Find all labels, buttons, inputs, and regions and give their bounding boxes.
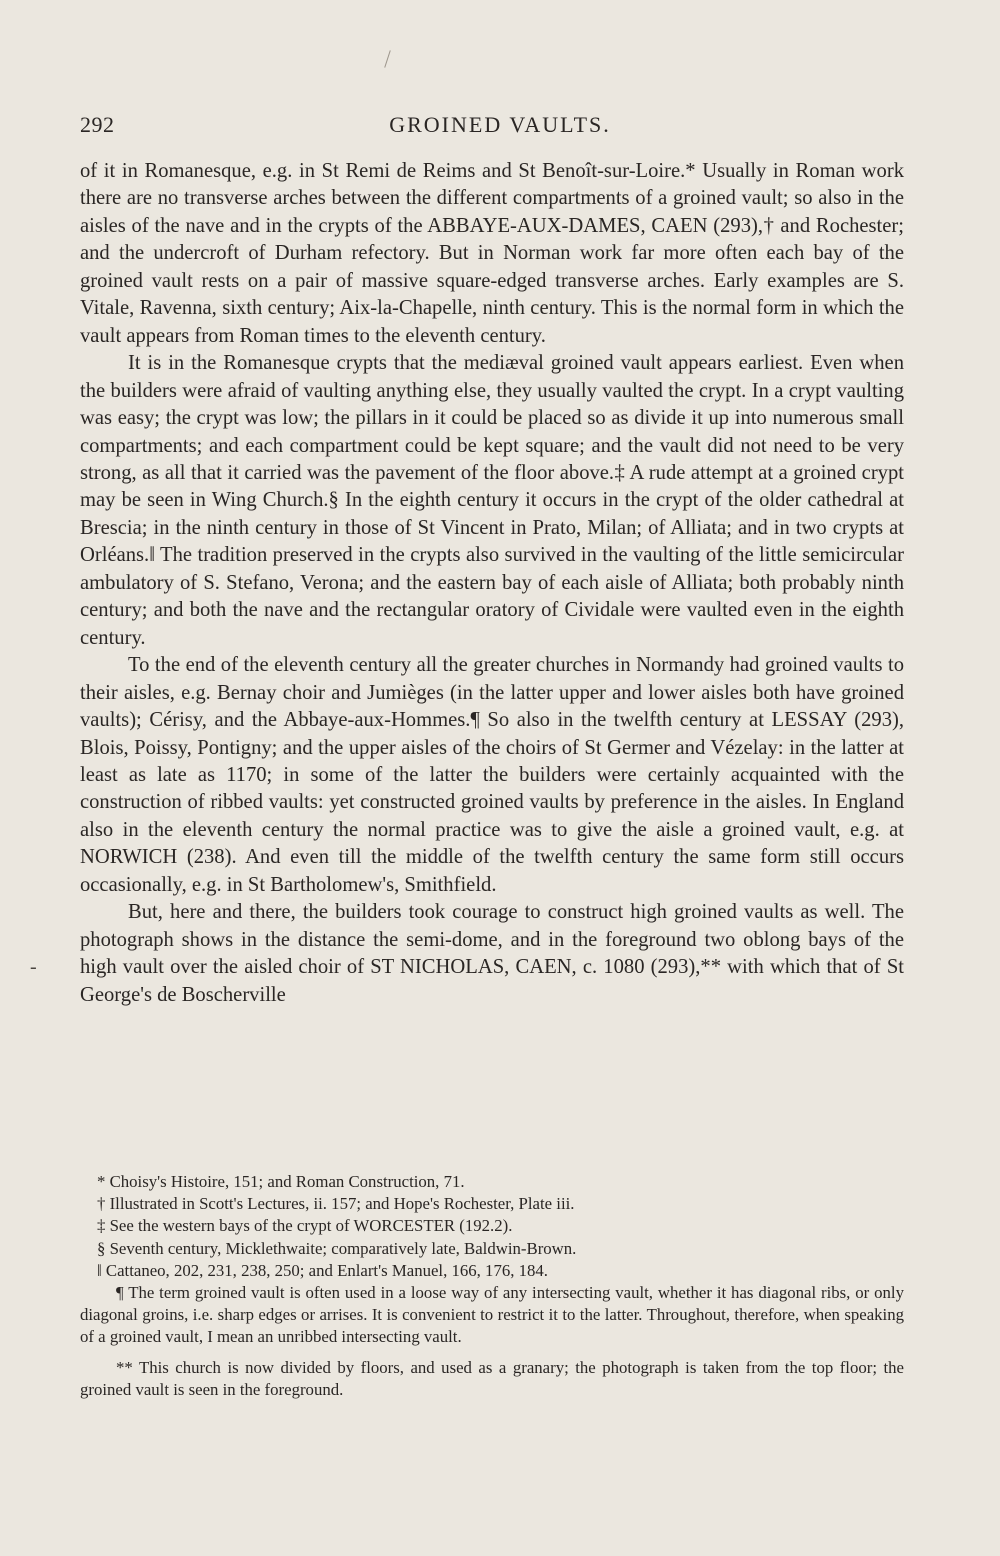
footnote-double-star: ** This church is now divided by floors, and used as a granary; the photograph is taken from the top floor; the groined vault is seen in the foreground.: [80, 1357, 904, 1399]
running-head: GROINED VAULTS.: [389, 112, 611, 137]
paragraph-2: It is in the Romanesque crypts that the mediæval groined vault appears earliest. Even when the builders were afraid of vaulting anything else, they usually vaulted the crypt. In a crypt vaulting was easy; the crypt was low; the pillars in it could be placed so as divide it up into numerous small compartments; and each compartment could be kept square; and the vault did not need to be very strong, as all that it carried was the pavement of the floor above.‡ A rude attempt at a groined crypt may be seen in Wing Church.§ In the eighth century it occurs in the crypt of the older cathedral at Brescia; in the ninth century in those of St Vincent in Prato, Milan; of Alliata; and in two crypts at Orléans.‖ The tradition preserved in the crypts also survived in the vaulting of the little semicircular ambulatory of S. Stefano, Verona; and the eastern bay of each aisle of Alliata; both probably ninth century; and both the nave and the rectangular oratory of Cividale were vaulted even in the eighth century.: [80, 352, 904, 649]
footnote-section: § Seventh century, Micklethwaite; comparatively late, Baldwin-Brown.: [97, 1238, 577, 1258]
page-number: 292: [80, 112, 115, 137]
page-header: [80, 112, 920, 142]
paragraph-1: of it in Romanesque, e.g. in St Remi de Reims and St Benoît-sur-Loire.* Usually in Roman work there are no transverse arches between the different compartments of a groined vault; so also in the aisles of the nave and in the crypts of the ABBAYE-AUX-DAMES, CAEN (293),† and Rochester; and the undercroft of Durham refectory. But in Norman work far more often each bay of the groined vault rests on a pair of massive square-edged transverse arches. Early examples are S. Vitale, Ravenna, sixth century; Aix-la-Chapelle, ninth century. This is the normal form in which the vault appears from Roman times to the eleventh century.: [80, 160, 904, 347]
footnote-parallel: ‖ Cattaneo, 202, 231, 238, 250; and Enlart's Manuel, 166, 176, 184.: [97, 1260, 548, 1280]
footnote-double-dagger: ‡ See the western bays of the crypt of WORCESTER (192.2).: [97, 1216, 513, 1236]
margin-mark: -: [30, 956, 37, 978]
footnote-dagger: † Illustrated in Scott's Lectures, ii. 157; and Hope's Rochester, Plate iii.: [97, 1194, 575, 1214]
footnotes: [80, 1171, 904, 1401]
footnote-pilcrow: ¶ The term groined vault is often used in a loose way of any intersecting vault, whether it has diagonal ribs, or only diagonal groins, i.e. sharp edges or arrises. It is convenient to restrict it to the latter. Throughout, therefore, when speaking of a groined vault, I mean an unribbed intersecting vault.: [80, 1283, 904, 1347]
stray-pen-mark: [384, 50, 391, 67]
body-text: [80, 158, 904, 1009]
footnote-star: * Choisy's Histoire, 151; and Roman Construction, 71.: [97, 1172, 465, 1191]
paragraph-3: To the end of the eleventh century all the greater churches in Normandy had groined vaults to their aisles, e.g. Bernay choir and Jumièges (in the latter upper and lower aisles both have groined vaults); Cérisy, and the Abbaye-aux-Hommes.¶ So also in the twelfth century at LESSAY (293), Blois, Poissy, Pontigny; and the upper aisles of the choirs of St Germer and Vézelay: in the latter at least as late as 1170; in some of the latter the builders were certainly acquainted with the construction of ribbed vaults: yet constructed groined vaults by preference in the aisles. In England also in the eleventh century the normal practice was to give the aisle a groined vault, e.g. at NORWICH (238). And even till the middle of the twelfth century the same form still occurs occasionally, e.g. in St Bartholomew's, Smithfield.: [80, 654, 904, 896]
paragraph-4: But, here and there, the builders took courage to construct high groined vaults as well. The photograph shows in the distance the semi-dome, and in the foreground two oblong bays of the high vault over the aisled choir of ST NICHOLAS, CAEN, c. 1080 (293),** with which that of St George's de Boscherville: [80, 901, 904, 1006]
